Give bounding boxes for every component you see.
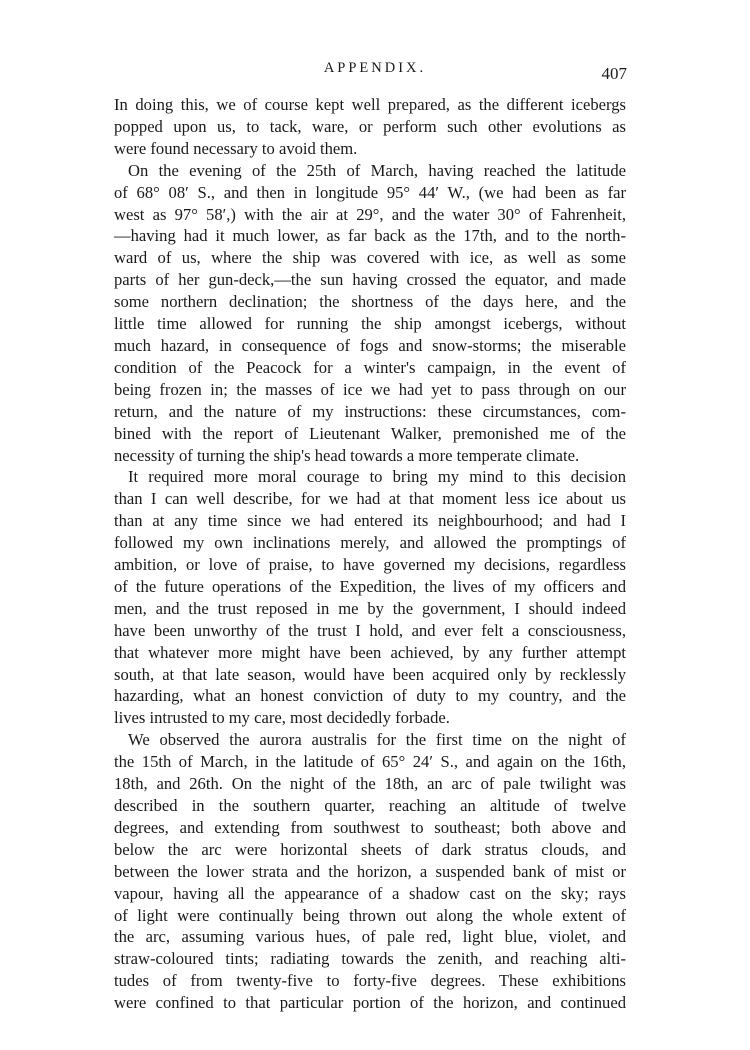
paragraph [114, 94, 626, 160]
text-line: necessity of turning the ship's head towards a more temperate climate. [114, 445, 580, 465]
text-line: straw-coloured tints; radiating towards the zenith, and reaching alti- [114, 949, 626, 969]
text-line: than at any time since we had entered its neighbourhood; and had I [114, 511, 626, 531]
page-number: 407 [601, 64, 627, 83]
text-line: parts of her gun-deck,—the sun having crossed the equator, and made [114, 270, 626, 290]
running-title: APPENDIX. [323, 60, 427, 76]
text-line: On the evening of the 25th of March, having reached the latitude [128, 160, 626, 180]
text-line: were found necessary to avoid them. [114, 138, 358, 158]
text-line: that whatever more might have been achieved, by any further attempt [114, 642, 626, 662]
text-line: return, and the nature of my instructions: these circumstances, com- [114, 401, 626, 421]
text-line: In doing this, we of course kept well prepared, as the different icebergs [114, 95, 626, 114]
text-line: below the arc were horizontal sheets of dark stratus clouds, and [114, 839, 626, 859]
text-line: We observed the aurora australis for the first time on the night of [128, 730, 626, 750]
text-line: hazarding, what an honest conviction of duty to my country, and the [114, 686, 626, 706]
text-line: 18th, and 26th. On the night of the 18th, an arc of pale twilight was [114, 774, 626, 794]
text-line: ward of us, where the ship was covered with ice, as well as some [114, 248, 626, 268]
text-line: between the lower strata and the horizon, a suspended bank of mist or [114, 861, 626, 881]
text-line: popped upon us, to tack, ware, or perform such other evolutions as [114, 116, 626, 136]
text-line: little time allowed for running the ship amongst icebergs, without [114, 314, 626, 334]
text-line: of light were continually being thrown out along the whole extent of [114, 905, 626, 925]
text-line: degrees, and extending from southwest to southeast; both above and [114, 817, 626, 837]
body-text [114, 94, 626, 1014]
paragraph [114, 466, 626, 729]
text-line: men, and the trust reposed in me by the government, I should indeed [114, 598, 626, 618]
text-line: described in the southern quarter, reaching an altitude of twelve [114, 796, 626, 815]
text-line: much hazard, in consequence of fogs and snow-storms; the miserable [114, 335, 626, 355]
text-line: condition of the Peacock for a winter's campaign, in the event of [114, 357, 626, 377]
text-line: some northern declination; the shortness of the days here, and the [114, 292, 626, 312]
text-line: lives intrusted to my care, most decidedly forbade. [114, 708, 450, 728]
text-line: have been unworthy of the trust I hold, and ever felt a consciousness, [114, 620, 626, 640]
text-line: ambition, or love of praise, to have governed my decisions, regardless [114, 555, 626, 575]
text-line: the 15th of March, in the latitude of 65° 24′ S., and again on the 16th, [114, 752, 626, 772]
text-line: bined with the report of Lieutenant Walker, premonished me of the [114, 423, 626, 443]
text-line: west as 97° 58′,) with the air at 29°, and the water 30° of Fahrenheit, [114, 204, 626, 224]
running-head [0, 58, 750, 88]
text-line: tudes of from twenty-five to forty-five degrees. These exhibitions [114, 971, 626, 991]
paragraph [114, 160, 626, 467]
text-line: followed my own inclinations merely, and allowed the promptings of [114, 533, 626, 553]
text-line: It required more moral courage to bring my mind to this decision [128, 467, 626, 487]
text-line: of the future operations of the Expedition, the lives of my officers and [114, 576, 626, 596]
text-line: being frozen in; the masses of ice we had yet to pass through on our [114, 379, 626, 399]
text-line: the arc, assuming various hues, of pale red, light blue, violet, and [114, 927, 626, 947]
text-line: south, at that late season, would have been acquired only by recklessly [114, 664, 626, 684]
text-line: than I can well describe, for we had at that moment less ice about us [114, 489, 626, 509]
text-line: of 68° 08′ S., and then in longitude 95° 44′ W., (we had been as far [114, 182, 626, 202]
text-line: were confined to that particular portion of the horizon, and continued [114, 993, 626, 1013]
paragraph [114, 729, 626, 1014]
text-line: —having had it much lower, as far back as the 17th, and to the north- [114, 226, 626, 246]
text-line: vapour, having all the appearance of a shadow cast on the sky; rays [114, 883, 626, 903]
